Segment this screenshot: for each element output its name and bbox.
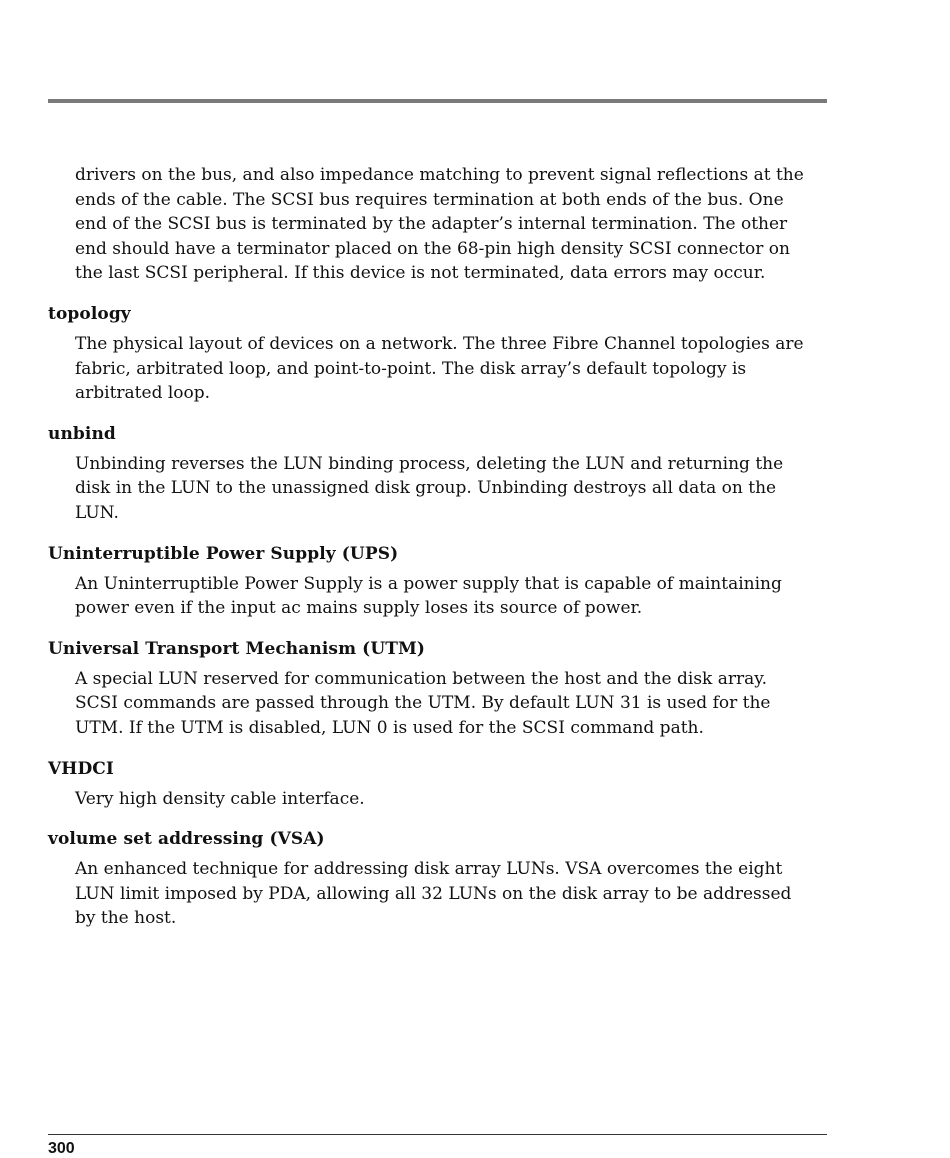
glossary-entry-unbind [48, 422, 808, 526]
glossary-definition: A special LUN reserved for communication between the host and the disk array. SCSI commands are passed through the UTM. By default LUN 31 is used for the UTM. If the UTM is disabled, LUN 0 is used for the SCSI command path. [75, 668, 771, 738]
glossary-term: unbind [48, 423, 116, 444]
continued-definition: drivers on the bus, and also impedance matching to prevent signal reflections at the ends of the cable. The SCSI bus requires termination at both ends of the bus. One end of the SCSI bus is terminated by the adapter’s internal termination. The other end should have a terminator placed on the 68-pin high density SCSI connector on the last SCSI peripheral. If this device is not terminated, data errors may occur. [75, 165, 804, 284]
glossary-entry-utm [48, 637, 808, 741]
glossary-definition: An Uninterruptible Power Supply is a power supply that is capable of maintaining power even if the input ac mains supply loses its source of power. [75, 573, 782, 619]
glossary-entry-vhdci [48, 757, 808, 812]
glossary-content [48, 163, 808, 931]
glossary-definition: The physical layout of devices on a network. The three Fibre Channel topologies are fabric, arbitrated loop, and point-to-point. The disk array’s default topology is arbitrated loop. [75, 333, 804, 404]
glossary-definition: Unbinding reverses the LUN binding process, deleting the LUN and returning the disk in the LUN to the unassigned disk group. Unbinding destroys all data on the LUN. [75, 453, 784, 523]
glossary-definition: Very high density cable interface. [75, 788, 365, 809]
glossary-entry-vsa [48, 827, 808, 931]
page-number: 300 [48, 1140, 75, 1157]
glossary-term: VHDCI [48, 758, 114, 779]
glossary-entry-ups [48, 542, 808, 621]
header-rule [48, 99, 827, 103]
glossary-definition: An enhanced technique for addressing disk array LUNs. VSA overcomes the eight LUN limit imposed by PDA, allowing all 32 LUNs on the disk array to be addressed by the host. [75, 859, 792, 929]
glossary-term: Uninterruptible Power Supply (UPS) [48, 543, 399, 564]
glossary-term: Universal Transport Mechanism (UTM) [48, 638, 426, 659]
glossary-term: topology [48, 303, 131, 324]
glossary-entry-topology [48, 302, 808, 406]
glossary-term: volume set addressing (VSA) [48, 829, 325, 850]
footer-rule [48, 1134, 827, 1135]
